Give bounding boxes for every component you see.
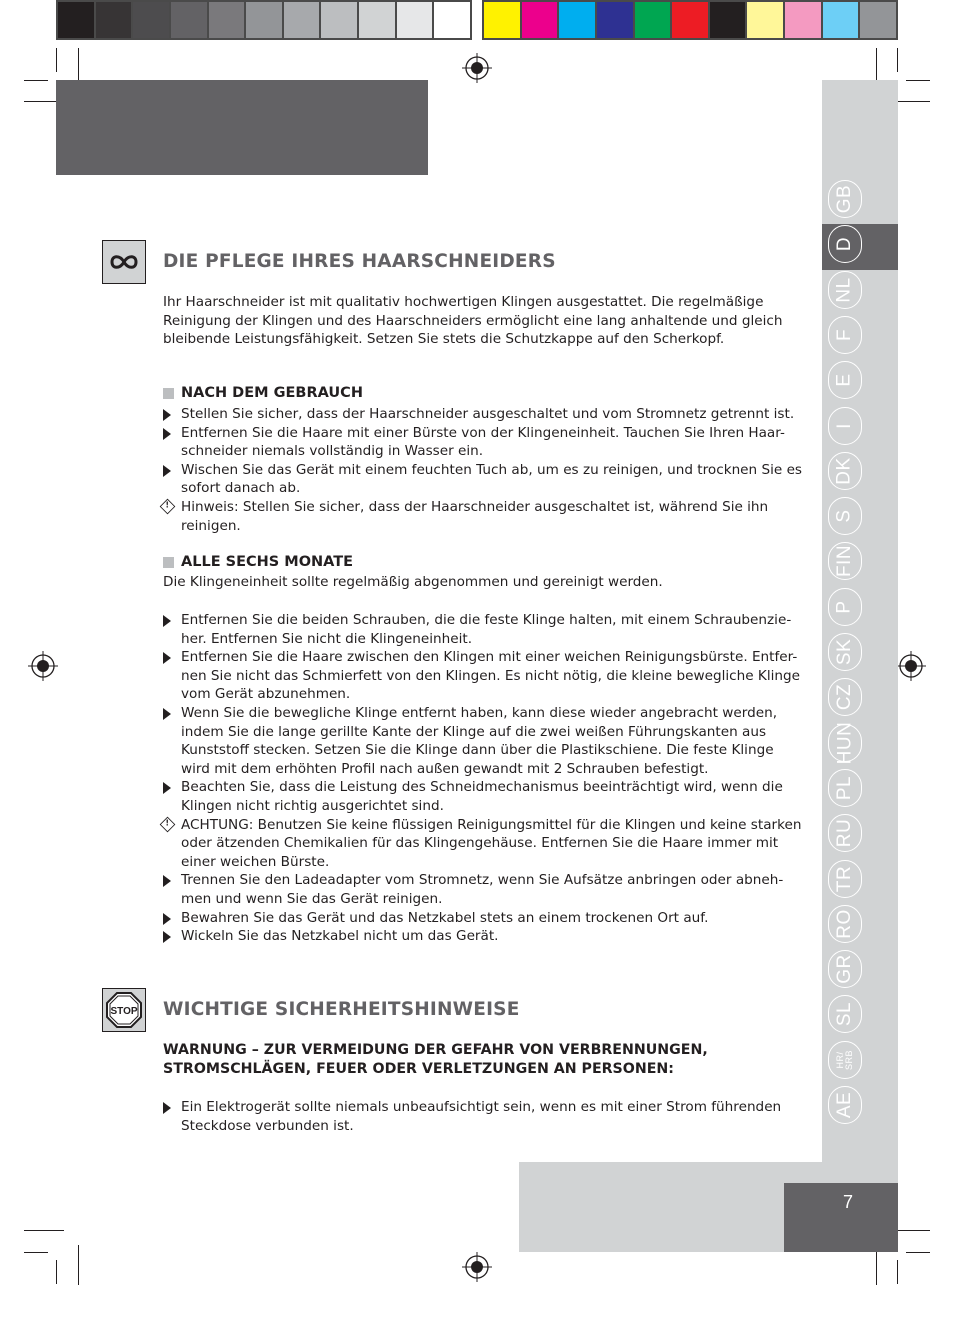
gray-swatch [171,2,209,38]
crop-mark [24,1252,48,1253]
footer-panel-top [519,1162,898,1183]
crop-mark [906,80,930,81]
language-tab-ae[interactable] [828,1086,862,1124]
crop-mark [56,48,57,72]
language-tab-label: E [834,373,855,387]
color-swatch [559,2,597,38]
gray-swatch [246,2,284,38]
section-title-care: DIE PFLEGE IHRES HAARSCHNEIDERS [163,251,556,272]
care-intro: Ihr Haarschneider ist mit qualitativ hochwertigen Klingen ausgestattet. Die regelmäßige Reinigung der Klingen und des Haarschneiders ermöglicht eine lang anhaltende und gleich bleibende Leistungsfähigkeit. Setzen Sie stets die Schutzkappe auf den Scherkopf. [163,294,783,348]
list-item-text: Wickeln Sie das Netzkabel nicht um das Gerät. [181,928,499,945]
language-tab-label: HUN [834,721,856,764]
list-item-text: Stellen Sie sicher, dass der Haarschneider ausgeschaltet und vom Stromnetz getrennt ist. [181,406,795,422]
language-tab-ro[interactable] [828,905,862,943]
list-item-text: Hinweis: Stellen Sie sicher, dass der Haarschneider ausgeschaltet ist, während Sie ihn reinigen. [181,498,769,534]
color-swatch [672,2,710,38]
registration-mark-icon [462,1252,492,1282]
page-number: 7 [842,1192,853,1212]
language-tab-f[interactable] [828,316,862,354]
triangle-bullet-icon [163,1102,171,1114]
language-tab-ru[interactable] [828,814,862,852]
language-tab-label: RU [833,818,855,848]
grayscale-color-bar [56,0,472,40]
list-item-text: Entfernen Sie die Haare mit einer Bürste von der Klingeneinheit. Tauchen Sie Ihren Haar-schneider niemals vollständig in Wasser ein. [181,424,785,460]
gray-swatch [96,2,134,38]
list-item [163,816,803,872]
crop-mark [24,80,48,81]
infinity-icon [102,240,146,284]
triangle-bullet-icon [163,428,171,440]
list-item [163,1098,803,1135]
list-item-text: Ein Elektrogerät sollte niemals unbeaufsichtigt sein, wenn es mit einer Strom führenden Steckdose verbunden ist. [181,1099,782,1134]
stop-sign-icon [102,988,146,1032]
language-tab-label: F [833,328,855,341]
list-item-text: ACHTUNG: Benutzen Sie keine flüssigen Reinigungsmittel für die Klingen und keine starken oder ätzenden Chemikalien für das Klingengehäuse. Entfernen Sie die Haare immer mit einer weichen Bürste. [181,816,802,870]
color-swatch [823,2,861,38]
color-swatch [484,2,522,38]
language-tab-gr[interactable] [828,950,862,988]
language-tab-label: P [834,600,855,614]
language-tab-nl[interactable] [828,271,862,309]
gray-swatch [359,2,397,38]
color-swatch [860,2,896,38]
color-swatch [785,2,823,38]
crop-mark [897,48,898,72]
crop-mark [906,1252,930,1253]
list-item-text: Trennen Sie den Ladeadapter vom Stromnetz, wenn Sie Aufsätze anbringen oder abneh-men und wenn Sie das Gerät reinigen. [181,872,784,907]
square-bullet-icon [163,388,174,399]
gray-swatch [58,2,96,38]
language-tab-label: AE [833,1091,855,1119]
language-tab-label: DK [834,457,855,485]
after-use-list [163,405,803,535]
stop-sign-label: STOP [110,1006,138,1017]
section-title-safety: WICHTIGE SICHERHEITSHINWEISE [163,999,520,1020]
list-item [163,927,803,946]
color-swatch [710,2,748,38]
triangle-bullet-icon [163,652,171,664]
six-months-list [163,611,803,946]
list-item-text: Bewahren Sie das Gerät und das Netzkabel stets an einem trockenen Ort auf. [181,909,709,926]
crop-mark [56,1260,57,1284]
header-bar [56,80,428,175]
language-tab-i[interactable] [828,407,862,445]
language-tab-hun[interactable] [828,721,862,764]
language-tab-d[interactable] [828,225,862,263]
language-tab-gb[interactable] [828,180,862,218]
language-tab-label: CZ [833,684,855,711]
language-tab-sl[interactable] [828,995,862,1033]
gray-swatch [284,2,322,38]
registration-mark-icon [896,651,926,681]
language-tab-label: GR [834,954,855,984]
triangle-bullet-icon [163,465,171,477]
gray-swatch [397,2,435,38]
language-tab-tr[interactable] [828,860,862,898]
gray-swatch [133,2,171,38]
language-tab-label: TR [833,865,855,892]
triangle-bullet-icon [163,615,171,627]
language-tab-label: NL [833,276,855,303]
list-item [163,405,803,424]
triangle-bullet-icon [163,875,171,887]
triangle-bullet-icon [163,409,171,421]
list-item-text: Wischen Sie das Gerät mit einem feuchten Tuch ab, um es zu reinigen, und trocknen Sie es sofort danach ab. [181,461,803,497]
list-item-text: Entfernen Sie die beiden Schrauben, die die feste Klinge halten, mit einem Schraubenzie-her. Entfernen Sie nicht die Klingeneinheit. [181,612,792,647]
triangle-bullet-icon [163,913,171,925]
list-item [163,871,803,908]
language-tab-e[interactable] [828,361,862,399]
list-item-text: Entfernen Sie die Haare zwischen den Klingen mit einer weichen Reinigungsbürste. Entfer-nen Sie nicht das Schmierfett von den Klingen. Es nicht nötig, die kleine bewegliche Klinge vom Gerät abzunehmen. [181,649,801,703]
triangle-bullet-icon [163,931,171,943]
triangle-bullet-icon [163,782,171,794]
safety-warning-heading: WARNUNG – ZUR VERMEIDUNG DER GEFAHR VON VERBRENNUNGEN, STROMSCHLÄGEN, FEUER ODER VERLETZUNGEN AN PERSONEN: [163,1042,708,1077]
subheading-six-months [163,554,353,570]
language-tab-cz[interactable] [828,678,862,716]
crop-mark [24,1230,64,1231]
language-tab-label: RO [834,909,855,939]
triangle-bullet-icon [163,708,171,720]
subheading-after-use [163,385,363,401]
language-tab-hrsrb[interactable] [828,1041,862,1079]
gray-swatch [434,2,470,38]
registration-mark-icon [28,651,58,681]
safety-list [163,1098,803,1135]
language-tab-pl[interactable] [828,769,862,807]
warning-icon: ! [160,816,176,832]
list-item-text: Beachten Sie, dass die Leistung des Schneidmechanismus beeinträchtigt wird, wenn die Klingen nicht richtig ausgerichtet sind. [181,779,783,814]
color-swatch [747,2,785,38]
language-tab-label: S [834,509,855,523]
list-item [163,648,803,704]
color-swatch [597,2,635,38]
six-months-intro: Die Klingeneinheit sollte regelmäßig abgenommen und gereinigt werden. [163,574,663,590]
gray-swatch [209,2,247,38]
gray-swatch [321,2,359,38]
crop-mark [897,1260,898,1284]
language-tab-p[interactable] [828,588,862,626]
list-item [163,778,803,815]
subheading-after-use-label: NACH DEM GEBRAUCH [181,385,363,401]
language-tab-dk[interactable] [828,452,862,490]
language-tab-label: GB [833,184,855,214]
list-item-text: Wenn Sie die bewegliche Klinge entfernt haben, kann diese wieder angebracht werden, indem Sie die lange gerillte Kante der Klinge auf die zwei weißen Führungskanten aus Kunststoff stecken. Setzen Sie die Klinge dann über die Plastikschiene. Die feste Klinge wird mit dem erhöhten Profil nach außen gewandt mit 2 Schrauben befestigt. [181,704,778,777]
list-item [163,704,803,778]
color-swatch [635,2,673,38]
registration-mark-icon [462,53,492,83]
list-item [163,461,803,498]
list-item [163,498,803,535]
list-item [163,611,803,648]
language-tab-label: SL [834,1002,855,1027]
language-tab-fin[interactable] [828,542,862,580]
color-swatch [522,2,560,38]
language-tab-s[interactable] [828,497,862,535]
process-color-bar [482,0,898,40]
list-item [163,909,803,928]
language-tab-label: HR/ SRB [834,1049,854,1070]
list-item [163,424,803,461]
language-tab-label: FIN [834,545,856,578]
square-bullet-icon [163,557,174,568]
crop-mark [78,1245,79,1285]
language-tab-label: SK [833,638,855,666]
language-tab-label: D [833,237,855,252]
subheading-six-months-label: ALLE SECHS MONATE [181,554,354,570]
language-tab-label: I [834,422,855,429]
language-tab-sk[interactable] [828,633,862,671]
warning-icon: ! [160,499,176,515]
language-tab-label: PL [834,775,855,801]
